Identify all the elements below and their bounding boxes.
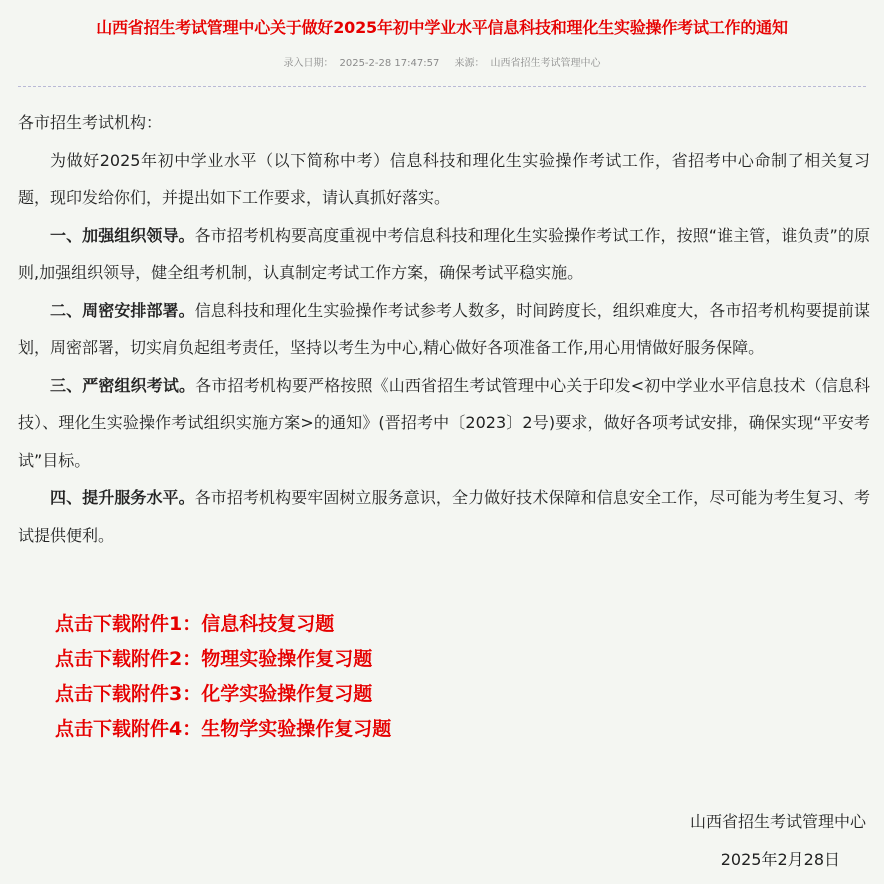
attachment-link-3[interactable]: 点击下载附件3：化学实验操作复习题 [55, 683, 373, 705]
section-paragraph-4 [18, 479, 870, 554]
article-title: 山西省招生考试管理中心关于做好2025年初中学业水平信息科技和理化生实验操作考试工作的通知 [96, 18, 788, 37]
attachment-link-2[interactable]: 点击下载附件2：物理实验操作复习题 [55, 648, 373, 670]
source-label: 来源： [454, 58, 485, 69]
section-text-2: 信息科技和理化生实验操作考试参考人数多，时间跨度长，组织难度大，各市招考机构要提前谋划，周密部署，切实肩负起组考责任，坚持以考生为中心,精心做好各项准备工作,用心用情做好服务保障。 [18, 300, 870, 357]
section-paragraph-1 [18, 217, 870, 292]
attachment-link-1[interactable]: 点击下载附件1：信息科技复习题 [55, 613, 335, 635]
intro-paragraph: 为做好2025年初中学业水平（以下简称中考）信息科技和理化生实验操作考试工作，省招考中心命制了相关复习题，现印发给你们，并提出如下工作要求，请认真抓好落实。 [18, 150, 870, 207]
article-source [452, 58, 604, 69]
section-paragraph-3 [18, 367, 870, 480]
article-meta [0, 56, 884, 72]
entry-date-value: 2025-2-28 17:47:57 [339, 58, 440, 69]
signature-date: 2025年2月28日 [720, 850, 840, 869]
signature-org: 山西省招生考试管理中心 [689, 812, 866, 831]
entry-date-label: 录入日期： [283, 58, 334, 69]
source-value: 山西省招生考试管理中心 [490, 58, 601, 69]
section-heading-1: 一、加强组织领导。 [50, 225, 195, 245]
section-paragraph-2 [18, 292, 870, 367]
section-text-4: 各市招考机构要牢固树立服务意识，全力做好技术保障和信息安全工作，尽可能为考生复习、考试提供便利。 [18, 488, 870, 545]
section-text-3: 各市招考机构要严格按照《山西省招生考试管理中心关于印发<初中学业水平信息技术（信息科技）、理化生实验操作考试组织实施方案>的通知》(晋招考中〔2023〕2号)要求，做好各项考试安排，确保实现“平安考试”目标。 [18, 375, 870, 470]
section-heading-2: 二、周密安排部署。 [50, 300, 195, 320]
salutation: 各市招生考试机构： [18, 113, 163, 132]
article-body [18, 104, 870, 554]
section-heading-4: 四、提升服务水平。 [50, 488, 195, 507]
header-divider [18, 86, 866, 87]
attachment-link-4[interactable]: 点击下载附件4：生物学实验操作复习题 [55, 718, 392, 740]
entry-date [280, 58, 442, 69]
attachment-links [55, 607, 755, 747]
section-heading-3: 三、严密组织考试。 [50, 375, 196, 395]
section-text-1: 各市招考机构要高度重视中考信息科技和理化生实验操作考试工作，按照“谁主管，谁负责”的原则,加强组织领导，健全组考机制，认真制定考试工作方案，确保考试平稳实施。 [18, 225, 870, 282]
